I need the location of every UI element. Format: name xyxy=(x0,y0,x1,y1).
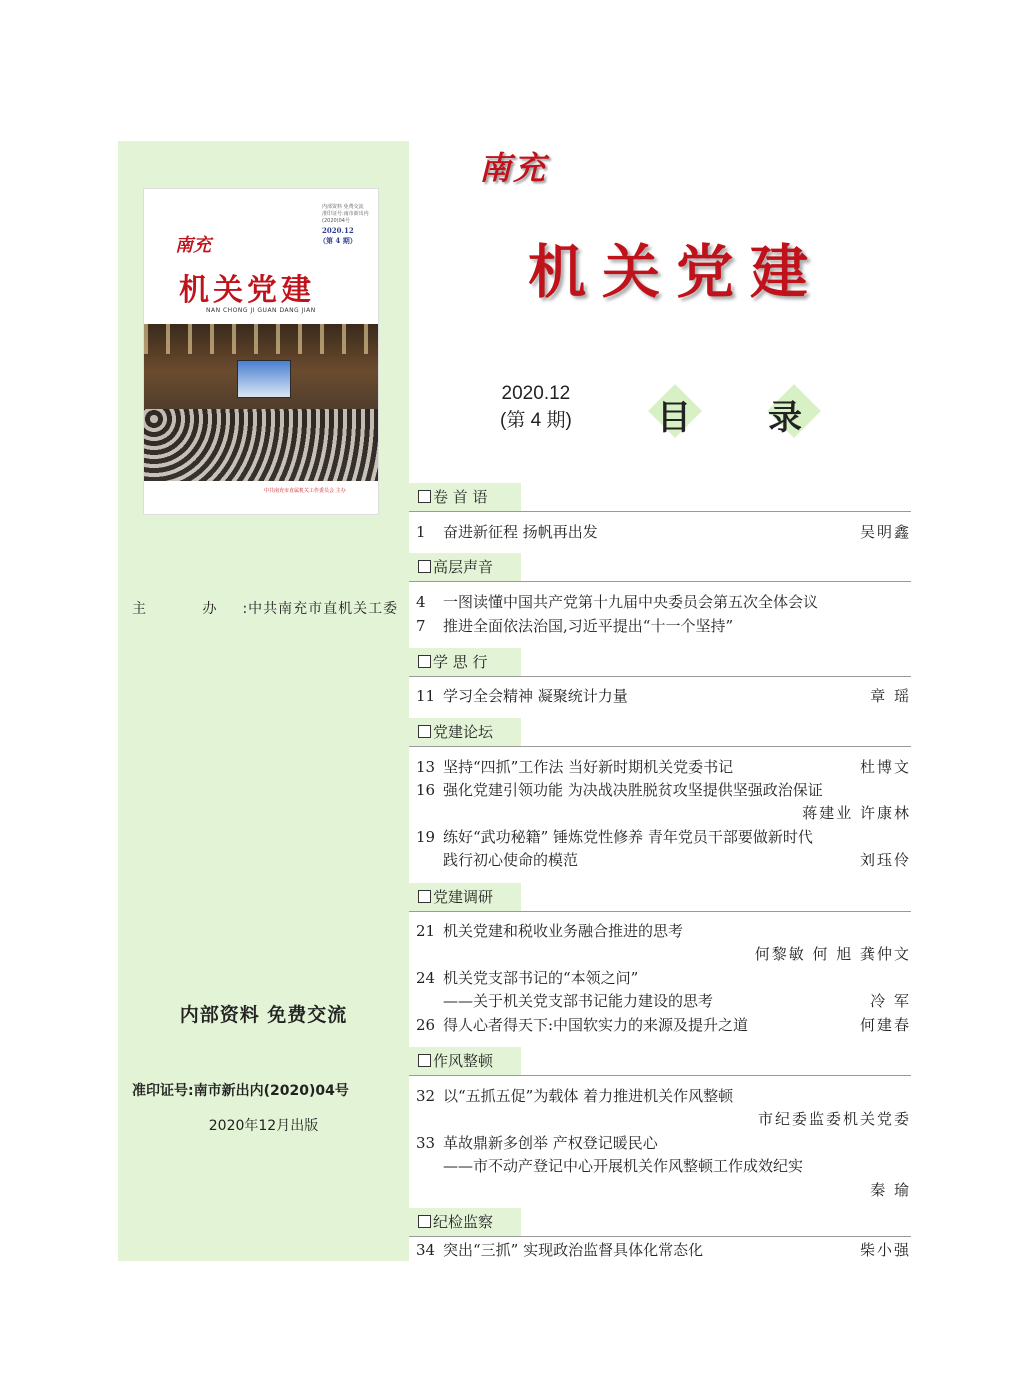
toc-entry[interactable] xyxy=(416,1132,911,1154)
projection-screen xyxy=(237,360,291,398)
section-header xyxy=(409,553,521,581)
checkbox-square-icon xyxy=(418,490,431,503)
entry-title: 练好“武功秘籍” 锤炼党性修养 青年党员干部要做新时代 xyxy=(443,828,813,846)
toc-entry[interactable] xyxy=(416,591,911,613)
entry-page: 21 xyxy=(416,922,436,940)
entry-page: 19 xyxy=(416,828,436,846)
cover-nanchong: 南充 xyxy=(175,235,211,256)
section-divider xyxy=(409,511,911,512)
sponsor-value: :中共南充市直机关工委 xyxy=(242,601,399,617)
brand-nanchong: 南充 xyxy=(479,149,548,187)
entry-page: 16 xyxy=(416,781,436,799)
toc-heading-char2: 录 xyxy=(768,398,802,438)
toc-entry[interactable] xyxy=(416,1108,911,1130)
sponsor-label: 主 办 xyxy=(132,601,243,617)
section-divider xyxy=(409,911,911,912)
entry-title: 强化党建引领功能 为决战决胜脱贫攻坚提供坚强政治保证 xyxy=(443,781,823,799)
entry-author: 冷 军 xyxy=(870,992,911,1010)
issue-date: 2020.12 xyxy=(501,383,571,404)
toc-entry[interactable] xyxy=(416,685,911,707)
free-exchange-text: 内部资料 免费交流 xyxy=(179,1004,348,1026)
entry-author: 何建春 xyxy=(859,1016,911,1034)
entry-title: 学习全会精神 凝聚统计力量 xyxy=(443,687,628,705)
entry-page: 4 xyxy=(416,593,426,611)
entry-author: 杜博文 xyxy=(859,758,911,776)
toc-entry[interactable] xyxy=(416,920,911,942)
cover-tag-line1: 内部资料 免费交流 xyxy=(322,204,364,210)
section-divider xyxy=(409,746,911,747)
section-header xyxy=(409,648,521,676)
audience xyxy=(144,409,378,481)
entry-author: 章 瑶 xyxy=(870,687,911,705)
entry-page: 13 xyxy=(416,758,436,776)
issue-block xyxy=(500,380,572,434)
entry-title: 坚持“四抓”工作法 当好新时期机关党委书记 xyxy=(443,758,734,776)
entry-author: 何黎敏 何 旭 龚仲文 xyxy=(754,945,911,963)
toc-entry[interactable] xyxy=(416,779,911,801)
toc-entry[interactable] xyxy=(416,1155,911,1177)
entry-title: 机关党支部书记的“本领之问” xyxy=(443,969,639,987)
entry-author: 秦 瑜 xyxy=(870,1181,911,1199)
cover-issue-no: （第 4 期） xyxy=(319,236,357,245)
checkbox-square-icon xyxy=(418,560,431,573)
entry-author: 蒋建业 许康林 xyxy=(802,804,911,822)
sponsor-line xyxy=(132,598,398,618)
section-header xyxy=(409,1208,521,1236)
entry-author: 吴明鑫 xyxy=(859,523,911,541)
entry-page: 11 xyxy=(416,687,436,705)
section-title: 卷 首 语 xyxy=(433,488,488,506)
entry-page: 33 xyxy=(416,1134,436,1152)
entry-page: 1 xyxy=(416,523,426,541)
toc-entry[interactable] xyxy=(416,1239,911,1261)
entry-title: 奋进新征程 扬帆再出发 xyxy=(443,523,598,541)
checkbox-square-icon xyxy=(418,1215,431,1228)
toc-entry[interactable] xyxy=(416,1014,911,1036)
section-divider xyxy=(409,676,911,677)
toc-entry[interactable] xyxy=(416,943,911,965)
toc-entry[interactable] xyxy=(416,802,911,824)
entry-page: 26 xyxy=(416,1016,436,1034)
section-title: 党建调研 xyxy=(433,888,494,906)
section-divider xyxy=(409,1075,911,1076)
cover-footer: 中共南充市直属机关工作委员会 主办 xyxy=(264,488,346,494)
entry-title: 得人心者得天下:中国软实力的来源及提升之道 xyxy=(443,1016,749,1034)
entry-title: 一图读懂中国共产党第十九届中央委员会第五次全体会议 xyxy=(443,593,819,611)
cover-title: 机关党建 xyxy=(179,273,315,308)
section-title: 作风整顿 xyxy=(433,1052,494,1070)
toc-entry[interactable] xyxy=(416,967,911,989)
entry-page: 34 xyxy=(416,1241,436,1259)
toc-entry[interactable] xyxy=(416,990,911,1012)
section-title: 高层声音 xyxy=(433,558,494,576)
checkbox-square-icon xyxy=(418,1054,431,1067)
section-header xyxy=(409,718,521,746)
toc-entry[interactable] xyxy=(416,849,911,871)
checkbox-square-icon xyxy=(418,655,431,668)
toc-entry[interactable] xyxy=(416,1179,911,1201)
entry-page: 7 xyxy=(416,617,426,635)
entry-author: 市纪委监委机关党委 xyxy=(757,1110,911,1128)
cover-photo xyxy=(144,324,378,481)
ceiling-lights xyxy=(144,324,378,354)
entry-title: 以“五抓五促”为载体 着力推进机关作风整顿 xyxy=(443,1087,734,1105)
toc-entry[interactable] xyxy=(416,826,911,848)
cover-pinyin: NAN CHONG JI GUAN DANG JIAN xyxy=(206,307,316,314)
entry-title: 革故鼎新多创举 产权登记暖民心 xyxy=(443,1134,658,1152)
section-divider xyxy=(409,581,911,582)
issue-number: (第 4 期) xyxy=(500,410,572,431)
entry-page: 32 xyxy=(416,1087,436,1105)
section-title: 学 思 行 xyxy=(433,653,488,671)
brand-title: 机关党建 xyxy=(528,238,825,306)
toc-entry[interactable] xyxy=(416,756,911,778)
entry-title: ——市不动产登记中心开展机关作风整顿工作成效纪实 xyxy=(443,1157,804,1175)
checkbox-square-icon xyxy=(418,890,431,903)
permit-number: 准印证号:南市新出内(2020)04号 xyxy=(132,1083,349,1099)
toc-entry[interactable] xyxy=(416,615,911,637)
section-header xyxy=(409,1047,521,1075)
section-title: 党建论坛 xyxy=(433,723,494,741)
section-header xyxy=(409,483,521,511)
toc-heading-char1: 目 xyxy=(657,398,691,438)
entry-title: 推进全面依法治国,习近平提出“十一个坚持” xyxy=(443,617,734,635)
entry-title: 机关党建和税收业务融合推进的思考 xyxy=(443,922,684,940)
entry-title: 突出“三抓” 实现政治监督具体化常态化 xyxy=(443,1241,704,1259)
cover-issue-date: 2020.12 xyxy=(322,226,354,235)
entry-author: 刘珏伶 xyxy=(859,851,911,869)
toc-entry[interactable] xyxy=(416,1085,911,1107)
cover-issue xyxy=(319,226,357,246)
checkbox-square-icon xyxy=(418,725,431,738)
publication-date: 2020年12月出版 xyxy=(208,1118,319,1134)
section-title: 纪检监察 xyxy=(433,1213,494,1231)
entry-title: 践行初心使命的模范 xyxy=(443,851,579,869)
entry-page: 24 xyxy=(416,969,436,987)
magazine-cover-thumbnail xyxy=(143,188,379,515)
entry-title: ——关于机关党支部书记能力建设的思考 xyxy=(443,992,714,1010)
cover-tag-line2: 准印证号:南市新出内(2020)04号 xyxy=(322,211,369,224)
entry-author: 柴小强 xyxy=(859,1241,911,1259)
section-header xyxy=(409,883,521,911)
section-divider xyxy=(409,1236,911,1237)
toc-entry[interactable] xyxy=(416,521,911,543)
